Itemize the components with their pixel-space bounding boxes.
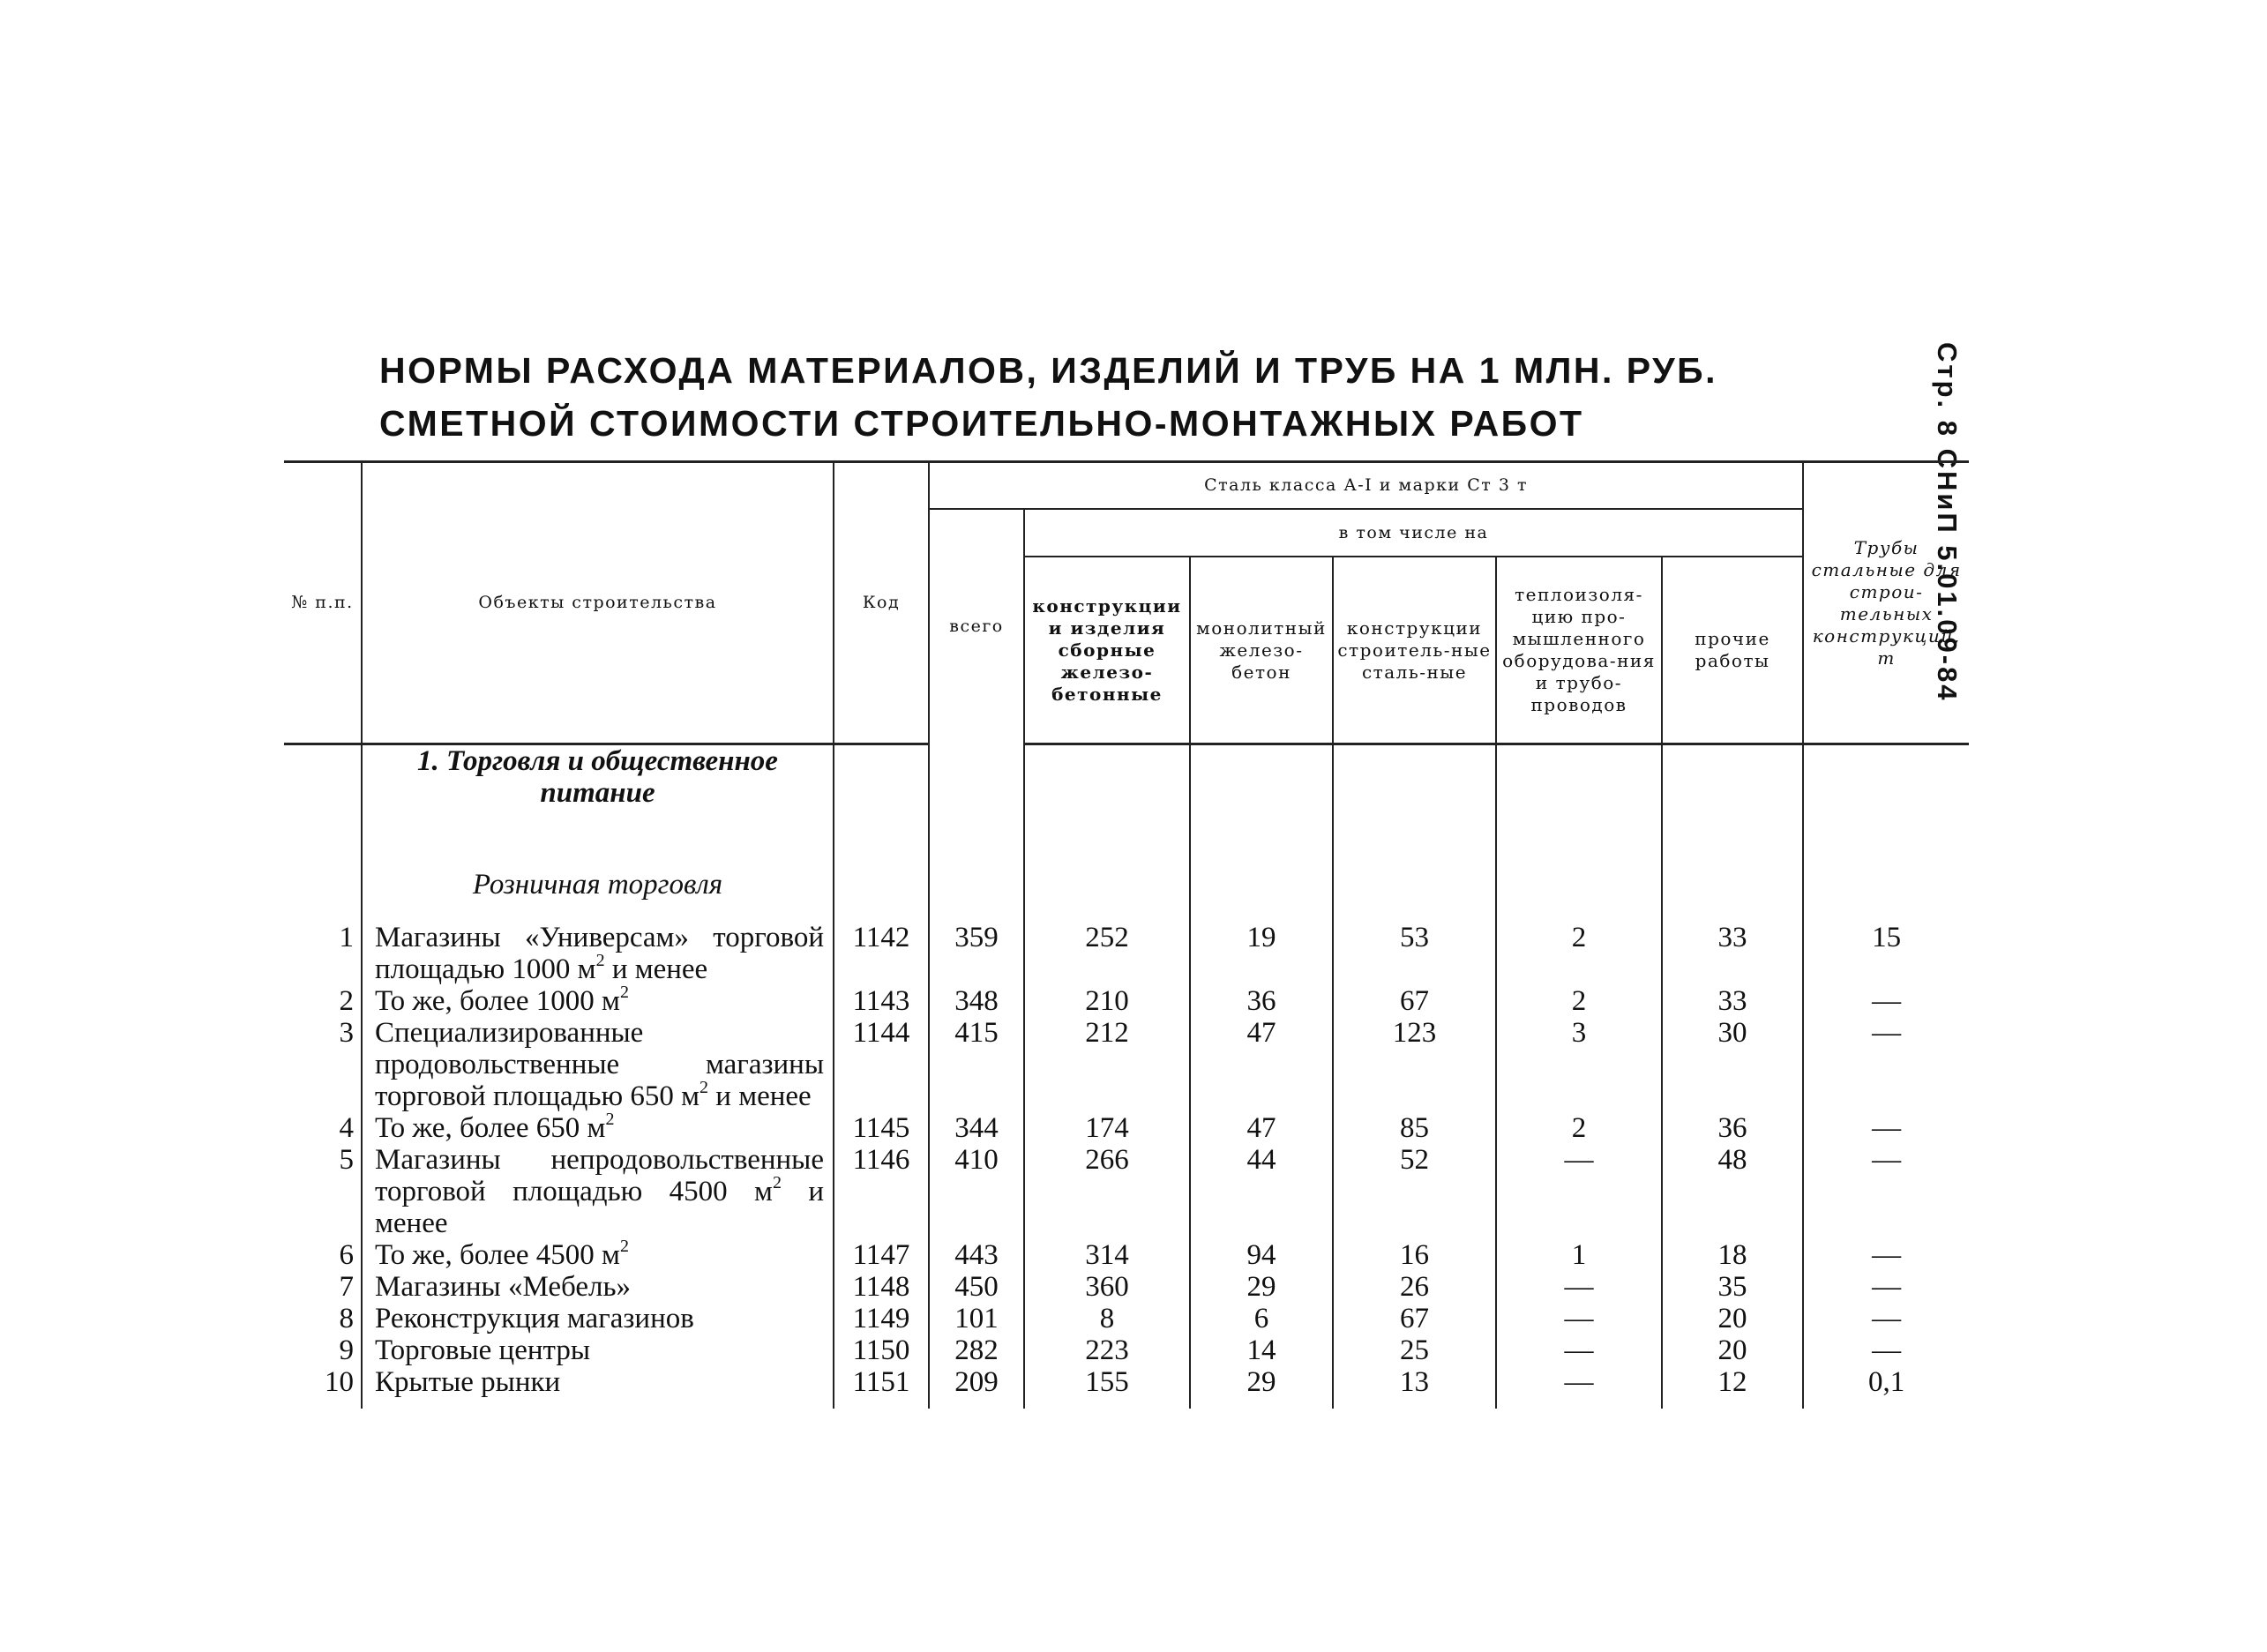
table-row — [284, 1017, 1969, 1112]
header-monolithic: монолитный железо-бетон — [1190, 557, 1333, 744]
pipes-cell: — — [1803, 1334, 1969, 1366]
row-number-cell: 9 — [339, 1334, 354, 1366]
monolithic-cell: 14 — [1190, 1334, 1333, 1366]
other-cell: 18 — [1662, 1239, 1803, 1271]
total-cell: 359 — [929, 922, 1024, 985]
other-cell: 20 — [1662, 1334, 1803, 1366]
precast-cell: 155 — [1024, 1366, 1190, 1398]
other-cell: 48 — [1662, 1144, 1803, 1239]
object-name: То же, более 650 м — [375, 1112, 606, 1144]
insulation-cell: 2 — [1496, 922, 1662, 985]
pipes-cell: 15 — [1803, 922, 1969, 985]
object-name-tail: и менее — [375, 1176, 824, 1239]
row-number-cell: 2 — [339, 985, 354, 1017]
steel-structures-cell: 67 — [1333, 1303, 1496, 1334]
header-object: Объекты строительства — [362, 462, 834, 744]
total-cell: 348 — [929, 985, 1024, 1017]
insulation-cell: 2 — [1496, 1112, 1662, 1144]
total-cell: 101 — [929, 1303, 1024, 1334]
pipes-cell: — — [1803, 1271, 1969, 1303]
header-total: всего — [929, 509, 1024, 744]
insulation-cell: 1 — [1496, 1239, 1662, 1271]
other-cell: 36 — [1662, 1112, 1803, 1144]
monolithic-cell: 44 — [1190, 1144, 1333, 1239]
precast-cell: 212 — [1024, 1017, 1190, 1112]
object-name: Магазины «Мебель» — [375, 1271, 632, 1303]
total-cell: 282 — [929, 1334, 1024, 1366]
page-reference-label: Стр. 8 СНиП 5.01.09-84 — [1932, 342, 1963, 703]
steel-structures-cell: 26 — [1333, 1271, 1496, 1303]
row-number-cell: 1 — [339, 922, 354, 953]
steel-structures-cell: 16 — [1333, 1239, 1496, 1271]
monolithic-cell: 19 — [1190, 922, 1333, 985]
object-name: Специализированные продовольственные магазины торговой площадью 650 м — [375, 1017, 824, 1112]
precast-cell: 8 — [1024, 1303, 1190, 1334]
code-cell: 1142 — [834, 922, 929, 985]
table-row — [284, 1144, 1969, 1239]
other-cell: 33 — [1662, 985, 1803, 1017]
steel-structures-cell: 53 — [1333, 922, 1496, 985]
pipes-cell: — — [1803, 985, 1969, 1017]
unit-superscript: 2 — [700, 1078, 709, 1097]
precast-cell: 314 — [1024, 1239, 1190, 1271]
header-including: в том числе на — [1024, 509, 1803, 557]
unit-superscript: 2 — [772, 1173, 782, 1192]
steel-structures-cell: 123 — [1333, 1017, 1496, 1112]
precast-cell: 266 — [1024, 1144, 1190, 1239]
row-number-cell: 10 — [325, 1366, 354, 1398]
total-cell: 443 — [929, 1239, 1024, 1271]
precast-cell: 223 — [1024, 1334, 1190, 1366]
table-row — [284, 1112, 1969, 1144]
header-insulation: теплоизоля-цию про-мышленного оборудова-ния и трубо-проводов — [1496, 557, 1662, 744]
monolithic-cell: 29 — [1190, 1366, 1333, 1398]
title-line-1: НОРМЫ РАСХОДА МАТЕРИАЛОВ, ИЗДЕЛИЙ И ТРУБ НА 1 МЛН. РУБ. — [379, 350, 1717, 391]
object-name: Магазины непродовольственные торговой площадью 4500 м — [375, 1144, 824, 1207]
row-number-cell: 3 — [339, 1017, 354, 1049]
monolithic-cell: 94 — [1190, 1239, 1333, 1271]
insulation-cell: — — [1496, 1271, 1662, 1303]
object-name: Крытые рынки — [375, 1366, 561, 1398]
object-name-tail: и менее — [604, 953, 708, 985]
object-name-cell — [362, 1334, 834, 1366]
total-cell: 344 — [929, 1112, 1024, 1144]
insulation-cell: — — [1496, 1334, 1662, 1366]
header-steel-group: Сталь класса А-I и марки Ст 3 т — [929, 462, 1803, 510]
page-title — [379, 344, 1717, 450]
steel-structures-cell: 25 — [1333, 1334, 1496, 1366]
object-name-cell — [362, 1112, 834, 1144]
total-cell: 415 — [929, 1017, 1024, 1112]
object-name-cell — [362, 985, 834, 1017]
code-cell: 1145 — [834, 1112, 929, 1144]
code-cell: 1144 — [834, 1017, 929, 1112]
unit-superscript: 2 — [605, 1110, 615, 1129]
row-number-cell: 8 — [339, 1303, 354, 1334]
code-cell: 1146 — [834, 1144, 929, 1239]
monolithic-cell: 47 — [1190, 1112, 1333, 1144]
insulation-cell: 3 — [1496, 1017, 1662, 1112]
precast-cell: 360 — [1024, 1271, 1190, 1303]
pipes-cell: — — [1803, 1239, 1969, 1271]
code-cell: 1149 — [834, 1303, 929, 1334]
header-code: Код — [834, 462, 929, 744]
table-row — [284, 922, 1969, 985]
subsection-title: Розничная торговля — [362, 869, 834, 922]
other-cell: 33 — [1662, 922, 1803, 985]
unit-superscript: 2 — [619, 1237, 629, 1256]
unit-superscript: 2 — [619, 983, 629, 1002]
monolithic-cell: 29 — [1190, 1271, 1333, 1303]
steel-structures-cell: 67 — [1333, 985, 1496, 1017]
object-name-cell — [362, 1144, 834, 1239]
object-name-tail: и менее — [708, 1080, 812, 1112]
pipes-cell: 0,1 — [1803, 1366, 1969, 1398]
monolithic-cell: 6 — [1190, 1303, 1333, 1334]
steel-structures-cell: 13 — [1333, 1366, 1496, 1398]
unit-superscript: 2 — [595, 951, 605, 970]
header-pipes: Трубы стальные для строи-тельных конструкций, т — [1803, 462, 1969, 744]
precast-cell: 210 — [1024, 985, 1190, 1017]
code-cell: 1150 — [834, 1334, 929, 1366]
header-steel-structures: конструкции строитель-ные сталь-ные — [1333, 557, 1496, 744]
pipes-cell: — — [1803, 1112, 1969, 1144]
header-num: № п.п. — [284, 462, 362, 744]
table-row — [284, 1239, 1969, 1271]
precast-cell: 252 — [1024, 922, 1190, 985]
code-cell: 1151 — [834, 1366, 929, 1398]
code-cell: 1143 — [834, 985, 929, 1017]
object-name: Реконструкция магазинов — [375, 1303, 694, 1334]
norms-table — [284, 460, 1969, 1409]
precast-cell: 174 — [1024, 1112, 1190, 1144]
other-cell: 30 — [1662, 1017, 1803, 1112]
row-number-cell: 6 — [339, 1239, 354, 1271]
total-cell: 209 — [929, 1366, 1024, 1398]
section-title: 1. Торговля и общественное питание — [362, 744, 834, 870]
object-name: Торговые центры — [375, 1334, 591, 1366]
code-cell: 1147 — [834, 1239, 929, 1271]
other-cell: 12 — [1662, 1366, 1803, 1398]
object-name-cell — [362, 1017, 834, 1112]
insulation-cell: 2 — [1496, 985, 1662, 1017]
row-number-cell: 4 — [339, 1112, 354, 1144]
row-number-cell: 5 — [339, 1144, 354, 1176]
insulation-cell: — — [1496, 1366, 1662, 1398]
object-name-cell — [362, 922, 834, 985]
monolithic-cell: 36 — [1190, 985, 1333, 1017]
header-precast: конструкции и изделия сборные железо-бетонные — [1024, 557, 1190, 744]
object-name: Магазины «Универсам» торговой площадью 1000 м — [375, 922, 824, 985]
header-other: прочие работы — [1662, 557, 1803, 744]
code-cell: 1148 — [834, 1271, 929, 1303]
table-row — [284, 1366, 1969, 1398]
steel-structures-cell: 85 — [1333, 1112, 1496, 1144]
total-cell: 450 — [929, 1271, 1024, 1303]
pipes-cell: — — [1803, 1017, 1969, 1112]
monolithic-cell: 47 — [1190, 1017, 1333, 1112]
object-name-cell — [362, 1271, 834, 1303]
object-name: То же, более 1000 м — [375, 985, 620, 1017]
table-row — [284, 1271, 1969, 1303]
object-name-cell — [362, 1303, 834, 1334]
other-cell: 35 — [1662, 1271, 1803, 1303]
title-line-2: СМЕТНОЙ СТОИМОСТИ СТРОИТЕЛЬНО-МОНТАЖНЫХ РАБОТ — [379, 403, 1584, 444]
table-body — [284, 744, 1969, 1409]
section-row — [284, 744, 1969, 870]
steel-structures-cell: 52 — [1333, 1144, 1496, 1239]
table-row — [284, 1303, 1969, 1334]
insulation-cell: — — [1496, 1303, 1662, 1334]
object-name: То же, более 4500 м — [375, 1239, 620, 1271]
pipes-cell: — — [1803, 1144, 1969, 1239]
table-row — [284, 985, 1969, 1017]
other-cell: 20 — [1662, 1303, 1803, 1334]
table-end-spacer — [284, 1398, 1969, 1409]
object-name-cell — [362, 1366, 834, 1398]
insulation-cell: — — [1496, 1144, 1662, 1239]
table-row — [284, 1334, 1969, 1366]
total-cell: 410 — [929, 1144, 1024, 1239]
subsection-row — [284, 869, 1969, 922]
object-name-cell — [362, 1239, 834, 1271]
pipes-cell: — — [1803, 1303, 1969, 1334]
row-number-cell: 7 — [339, 1271, 354, 1303]
